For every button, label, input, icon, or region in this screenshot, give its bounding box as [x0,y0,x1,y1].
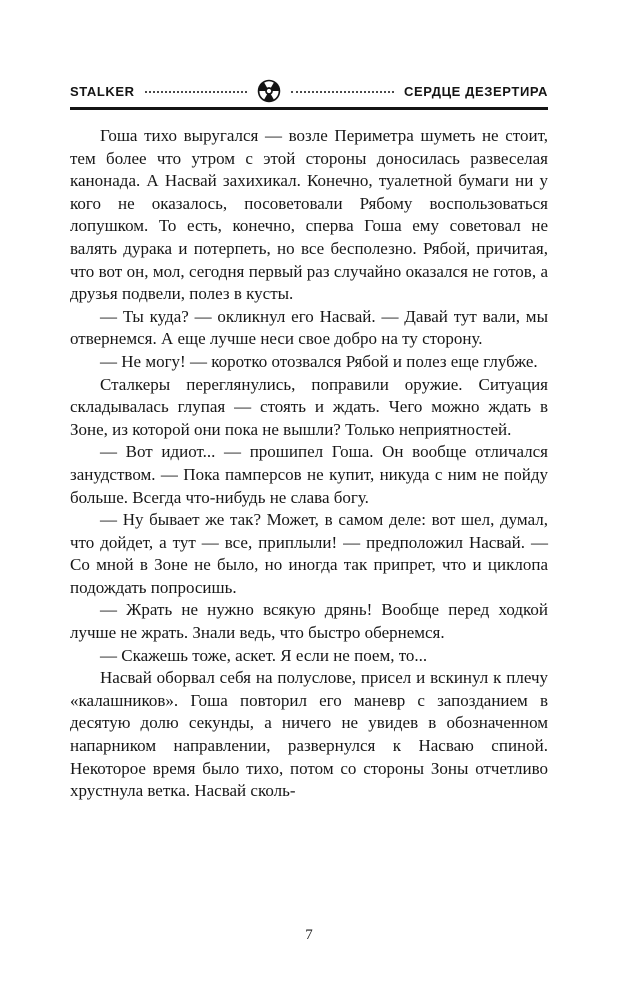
paragraph-7: — Жрать не нужно всякую дрянь! Вообще перед ходкой лучше не жрать. Знали ведь, что быстро обернемся. [70,600,548,643]
page-number: 7 [305,927,313,943]
paragraph-9: Насвай оборвал себя на полуслове, присел и вскинул к плечу «калашников». Гоша повторил его маневр с запозданием в десятую долю секунды, а ничего не увидев в обозначенном напарником направлении, развернулся к Насваю спиной. Некоторое время было тихо, потом со стороны Зоны отчетливо хрустнула ветка. Насвай сколь- [70,668,548,801]
series-title: STALKER [70,83,135,99]
dotted-leader-left [145,91,248,93]
paragraph-3: — Не могу! — коротко отозвался Рябой и полез еще глубже. [100,351,538,371]
paragraph-4: Сталкеры переглянулись, поправили оружие. Ситуация складывалась глупая — стоять и ждать. Чего можно ждать в Зоне, из которой они пока не вышли? Только неприятностей. [70,374,548,439]
page-footer [0,926,618,944]
paragraph-1: Гоша тихо выругался — возле Периметра шуметь не стоит, тем более что утром с этой стороны доносилась развеселая канонада. А Насвай захихикал. Конечно, туалетной бумаги ни у кого не оказалось, посоветовали Рябому воспользоваться лопушком. То есть, конечно, сперва Гоша ему советовал не валять дурака и потерпеть, но все бесполезно. Рябой, причитая, что вот он, мол, сегодня первый раз случайно оказался не готов, а друзья подвели, полез в кусты. [70,126,548,304]
page-header [70,80,548,102]
paragraph-2: — Ты куда? — окликнул его Насвай. — Давай тут вали, мы отвернемся. А еще лучше неси свое добро на ту сторону. [70,306,548,349]
dotted-leader-right [291,91,394,93]
paragraph-8: — Скажешь тоже, аскет. Я если не поем, то... [100,645,428,665]
page-body [70,125,548,803]
chapter-title: СЕРДЦЕ ДЕЗЕРТИРА [404,83,548,99]
header-rule [70,107,548,110]
radiation-icon [257,79,281,103]
paragraph-5: — Вот идиот... — прошипел Гоша. Он вообще отличался занудством. — Пока памперсов не купит, никуда с ним не пойду больше. Всегда что-нибудь не слава богу. [70,442,548,507]
paragraph-6: — Ну бывает же так? Может, в самом деле: вот шел, думал, что дойдет, а тут — все, приплыли! — предположил Насвай. — Со мной в Зоне не было, но иногда так припрет, что и циклопа подождать попросишь. [70,510,548,597]
